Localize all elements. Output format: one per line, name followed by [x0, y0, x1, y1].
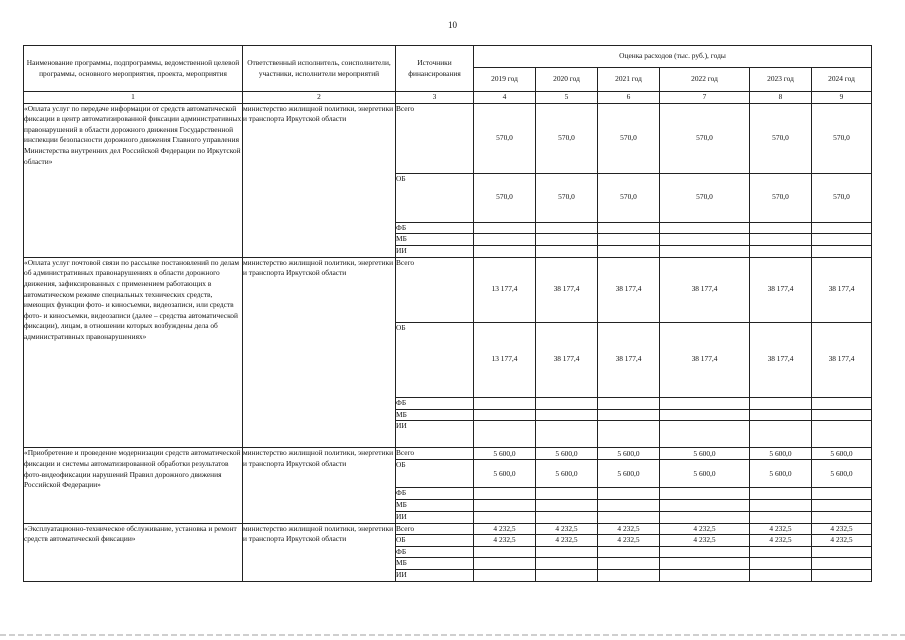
- source-cell: ФБ: [396, 222, 474, 234]
- value-cell: 5 600,0: [536, 448, 598, 460]
- value-cell: [750, 409, 812, 421]
- value-cell: 570,0: [474, 173, 536, 222]
- value-cell: [598, 421, 660, 448]
- value-cell: [812, 558, 872, 570]
- value-cell: [536, 222, 598, 234]
- value-cell: 570,0: [536, 103, 598, 173]
- value-cell: [474, 421, 536, 448]
- value-cell: [474, 488, 536, 500]
- value-cell: [750, 558, 812, 570]
- value-cell: [812, 222, 872, 234]
- value-cell: 4 232,5: [474, 523, 536, 535]
- value-cell: [660, 245, 750, 257]
- value-cell: [598, 245, 660, 257]
- value-cell: 38 177,4: [750, 322, 812, 397]
- header-year: 2023 год: [750, 68, 812, 92]
- value-cell: 38 177,4: [660, 257, 750, 322]
- activity-name: «Оплата услуг почтовой связи по рассылке постановлений по делам об административных правонарушениях в области дорожного движения, зафиксированных с применением работающих в автоматическом режиме специальных технических средств, имеющих функции фото- и киносъемки, видеозаписи, или средств фото- и киносъемки, видеозаписи (далее – средства автоматической фиксации), лицам, в отношении которых возбуждены дела об административных правонарушениях»: [24, 257, 243, 448]
- source-cell: ФБ: [396, 488, 474, 500]
- value-cell: [660, 421, 750, 448]
- value-cell: 4 232,5: [474, 535, 536, 547]
- value-cell: [812, 569, 872, 581]
- value-cell: [598, 511, 660, 523]
- scan-edge-divider: [0, 634, 905, 636]
- source-cell: МБ: [396, 500, 474, 512]
- value-cell: 4 232,5: [660, 523, 750, 535]
- value-cell: [598, 397, 660, 409]
- value-cell: [660, 558, 750, 570]
- column-number: 3: [396, 92, 474, 104]
- value-cell: 38 177,4: [536, 322, 598, 397]
- value-cell: 570,0: [812, 173, 872, 222]
- value-cell: [750, 500, 812, 512]
- value-cell: [536, 511, 598, 523]
- value-cell: [474, 546, 536, 558]
- source-cell: ИИ: [396, 245, 474, 257]
- value-cell: 5 600,0: [812, 460, 872, 488]
- value-cell: [660, 222, 750, 234]
- value-cell: 38 177,4: [536, 257, 598, 322]
- header-responsible: Ответственный исполнитель, соисполнители, участники, исполнители мероприятий: [243, 46, 396, 92]
- value-cell: 5 600,0: [812, 448, 872, 460]
- activity-responsible: министерство жилищной политики, энергетики и транспорта Иркутской области: [243, 523, 396, 581]
- value-cell: [598, 558, 660, 570]
- value-cell: 38 177,4: [660, 322, 750, 397]
- source-cell: ФБ: [396, 397, 474, 409]
- value-cell: [536, 409, 598, 421]
- source-cell: ОБ: [396, 460, 474, 488]
- source-cell: Всего: [396, 103, 474, 173]
- value-cell: [812, 500, 872, 512]
- column-number: 9: [812, 92, 872, 104]
- value-cell: [474, 222, 536, 234]
- value-cell: [474, 558, 536, 570]
- header-year: 2024 год: [812, 68, 872, 92]
- activity-name: «Эксплуатационно-техническое обслуживание, установка и ремонт средств автоматической фиксации»: [24, 523, 243, 581]
- source-cell: ОБ: [396, 322, 474, 397]
- source-cell: ОБ: [396, 535, 474, 547]
- value-cell: [598, 222, 660, 234]
- value-cell: 13 177,4: [474, 322, 536, 397]
- value-cell: [750, 511, 812, 523]
- source-cell: ФБ: [396, 546, 474, 558]
- header-year: 2021 год: [598, 68, 660, 92]
- value-cell: 13 177,4: [474, 257, 536, 322]
- value-cell: [536, 245, 598, 257]
- value-cell: 38 177,4: [812, 322, 872, 397]
- value-cell: [812, 546, 872, 558]
- value-cell: 570,0: [750, 103, 812, 173]
- value-cell: 570,0: [598, 173, 660, 222]
- activity-responsible: министерство жилищной политики, энергетики и транспорта Иркутской области: [243, 448, 396, 523]
- column-number: 5: [536, 92, 598, 104]
- value-cell: [750, 245, 812, 257]
- value-cell: [598, 569, 660, 581]
- column-number: 1: [24, 92, 243, 104]
- value-cell: [750, 488, 812, 500]
- value-cell: [536, 488, 598, 500]
- table-row: [24, 448, 872, 460]
- value-cell: [660, 409, 750, 421]
- value-cell: 4 232,5: [660, 535, 750, 547]
- value-cell: [812, 421, 872, 448]
- value-cell: 570,0: [474, 103, 536, 173]
- header-year: 2020 год: [536, 68, 598, 92]
- value-cell: 570,0: [750, 173, 812, 222]
- source-cell: ОБ: [396, 173, 474, 222]
- value-cell: 570,0: [536, 173, 598, 222]
- value-cell: 570,0: [598, 103, 660, 173]
- page-number: 10: [448, 20, 457, 30]
- value-cell: [536, 546, 598, 558]
- value-cell: [598, 546, 660, 558]
- header-costs: Оценка расходов (тыс. руб.), годы: [474, 46, 872, 68]
- value-cell: [536, 569, 598, 581]
- value-cell: [536, 558, 598, 570]
- value-cell: [474, 500, 536, 512]
- value-cell: [598, 234, 660, 246]
- value-cell: 38 177,4: [750, 257, 812, 322]
- value-cell: [598, 500, 660, 512]
- value-cell: 5 600,0: [536, 460, 598, 488]
- value-cell: [750, 234, 812, 246]
- value-cell: [474, 569, 536, 581]
- activity-responsible: министерство жилищной политики, энергетики и транспорта Иркутской области: [243, 103, 396, 257]
- value-cell: [474, 511, 536, 523]
- value-cell: 5 600,0: [474, 460, 536, 488]
- value-cell: [536, 421, 598, 448]
- source-cell: Всего: [396, 448, 474, 460]
- value-cell: 4 232,5: [536, 523, 598, 535]
- value-cell: [536, 397, 598, 409]
- table-row: [24, 523, 872, 535]
- value-cell: 38 177,4: [598, 257, 660, 322]
- header-year: 2022 год: [660, 68, 750, 92]
- value-cell: [750, 421, 812, 448]
- value-cell: 5 600,0: [750, 460, 812, 488]
- column-number: 2: [243, 92, 396, 104]
- value-cell: [812, 409, 872, 421]
- value-cell: [812, 511, 872, 523]
- source-cell: Всего: [396, 257, 474, 322]
- value-cell: [750, 546, 812, 558]
- value-cell: 5 600,0: [598, 460, 660, 488]
- source-cell: Всего: [396, 523, 474, 535]
- value-cell: 5 600,0: [750, 448, 812, 460]
- value-cell: [660, 511, 750, 523]
- value-cell: [812, 245, 872, 257]
- value-cell: 4 232,5: [598, 535, 660, 547]
- value-cell: 5 600,0: [474, 448, 536, 460]
- value-cell: [660, 488, 750, 500]
- value-cell: 4 232,5: [812, 535, 872, 547]
- value-cell: 4 232,5: [750, 523, 812, 535]
- value-cell: [812, 234, 872, 246]
- value-cell: 4 232,5: [750, 535, 812, 547]
- column-number-row: [24, 92, 872, 104]
- source-cell: ИИ: [396, 511, 474, 523]
- header-year: 2019 год: [474, 68, 536, 92]
- header-name: Наименование программы, подпрограммы, ведомственной целевой программы, основного мероприятия, проекта, мероприятия: [24, 46, 243, 92]
- value-cell: [750, 222, 812, 234]
- value-cell: [474, 397, 536, 409]
- value-cell: [598, 409, 660, 421]
- value-cell: [536, 234, 598, 246]
- value-cell: [660, 569, 750, 581]
- value-cell: 38 177,4: [812, 257, 872, 322]
- value-cell: [812, 488, 872, 500]
- source-cell: МБ: [396, 409, 474, 421]
- source-cell: ИИ: [396, 421, 474, 448]
- value-cell: [474, 245, 536, 257]
- value-cell: [660, 234, 750, 246]
- value-cell: 570,0: [660, 103, 750, 173]
- value-cell: [660, 500, 750, 512]
- value-cell: [660, 397, 750, 409]
- value-cell: [750, 569, 812, 581]
- value-cell: 5 600,0: [660, 460, 750, 488]
- value-cell: [536, 500, 598, 512]
- value-cell: 5 600,0: [598, 448, 660, 460]
- value-cell: [660, 546, 750, 558]
- source-cell: МБ: [396, 558, 474, 570]
- table-row: [24, 103, 872, 173]
- column-number: 7: [660, 92, 750, 104]
- value-cell: 4 232,5: [536, 535, 598, 547]
- column-number: 8: [750, 92, 812, 104]
- value-cell: [474, 234, 536, 246]
- column-number: 4: [474, 92, 536, 104]
- activity-name: «Приобретение и проведение модернизации средств автоматической фиксации и системы автоматизированной обработки результатов фото-видеофиксации нарушений Правил дорожного движения Российской Федерации»: [24, 448, 243, 523]
- table-row: [24, 257, 872, 322]
- value-cell: [474, 409, 536, 421]
- value-cell: 4 232,5: [812, 523, 872, 535]
- header-sources: Источники финансирования: [396, 46, 474, 92]
- value-cell: 5 600,0: [660, 448, 750, 460]
- value-cell: [750, 397, 812, 409]
- activity-name: «Оплата услуг по передаче информации от средств автоматической фиксации в центр автоматизированной фиксации административных правонарушений в области дорожного движения Государственной инспекции безопасности дорожного движения Главного управления Министерства внутренних дел Российской Федерации по Иркутской области»: [24, 103, 243, 257]
- value-cell: [598, 488, 660, 500]
- column-number: 6: [598, 92, 660, 104]
- value-cell: 38 177,4: [598, 322, 660, 397]
- value-cell: 570,0: [812, 103, 872, 173]
- value-cell: 4 232,5: [598, 523, 660, 535]
- activity-responsible: министерство жилищной политики, энергетики и транспорта Иркутской области: [243, 257, 396, 448]
- budget-table: [23, 45, 872, 582]
- source-cell: МБ: [396, 234, 474, 246]
- source-cell: ИИ: [396, 569, 474, 581]
- value-cell: 570,0: [660, 173, 750, 222]
- value-cell: [812, 397, 872, 409]
